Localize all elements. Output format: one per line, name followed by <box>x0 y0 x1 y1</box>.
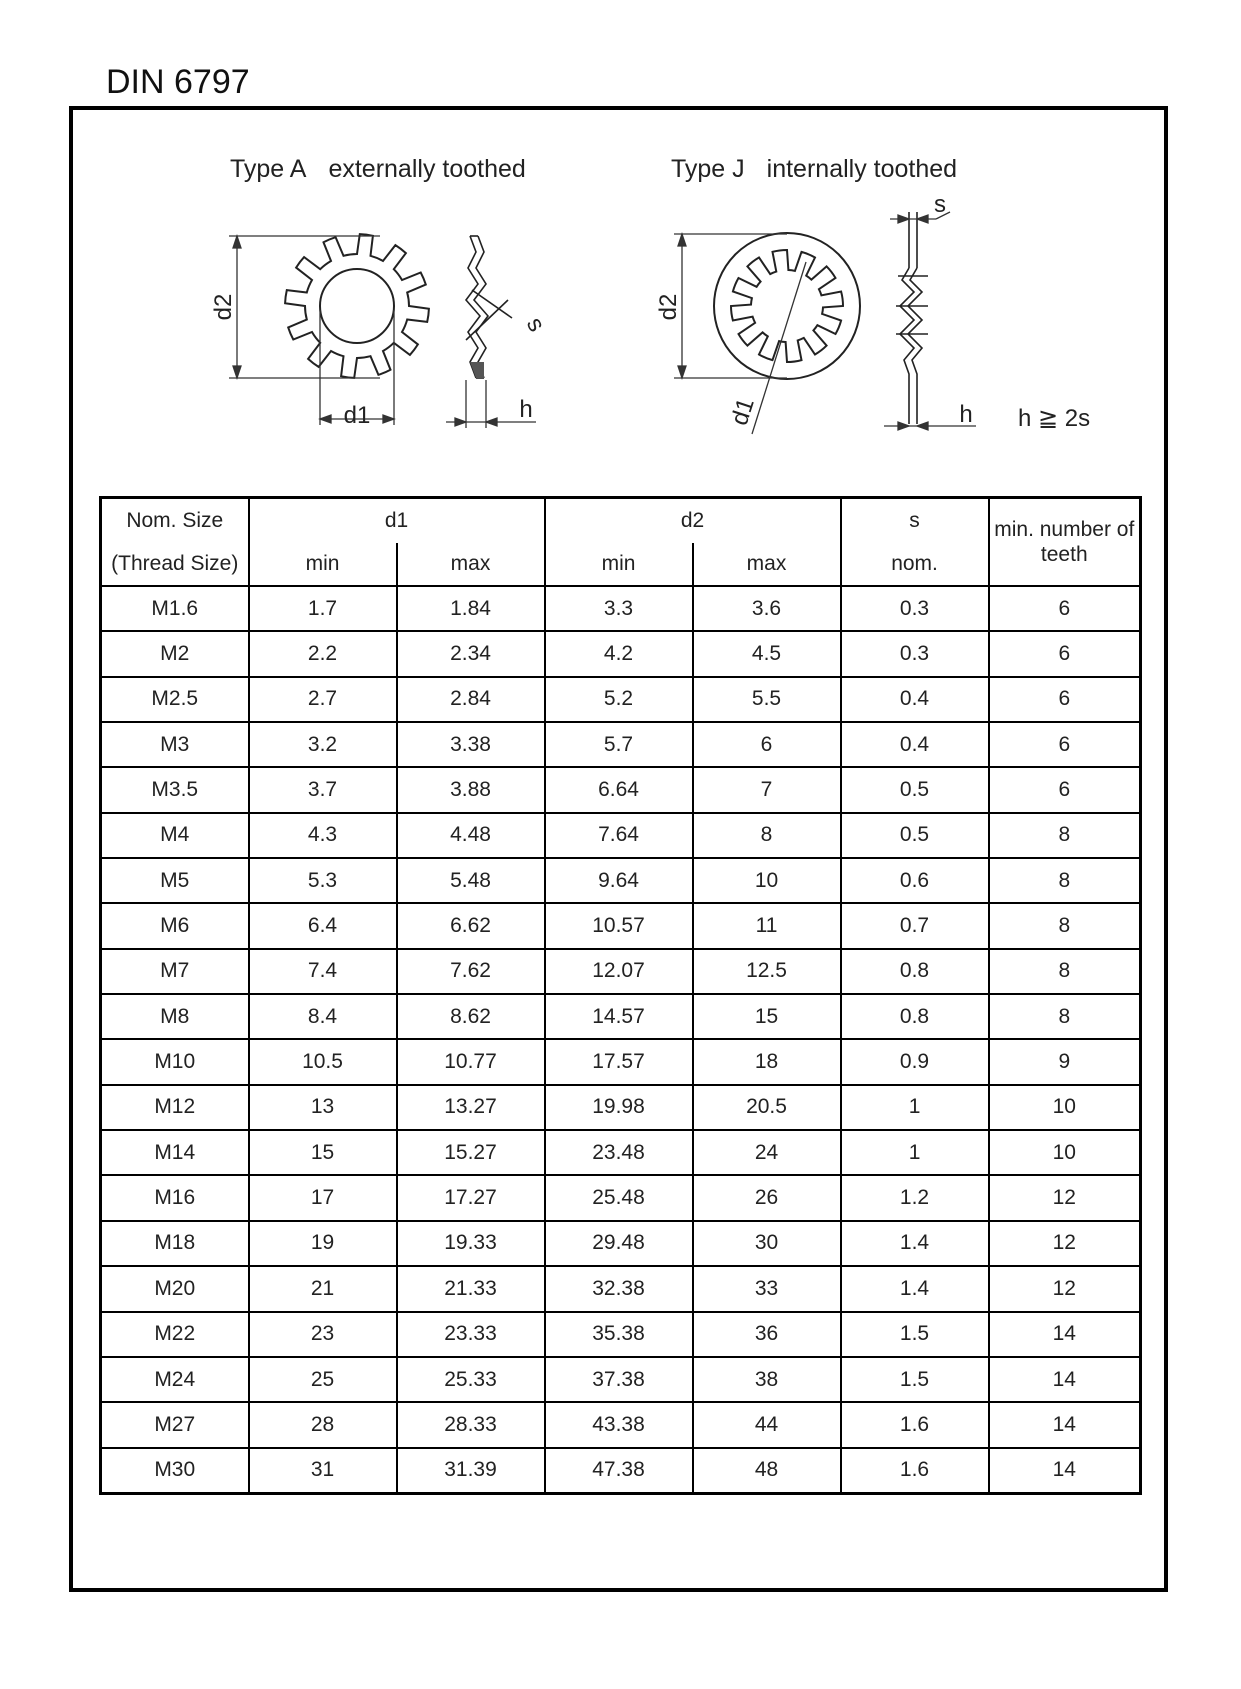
cell-d2-min: 5.7 <box>545 722 693 767</box>
cell-d1-max: 19.33 <box>397 1221 545 1266</box>
cell-d1-min: 31 <box>249 1448 397 1494</box>
cell-s-nom: 1.6 <box>841 1448 989 1494</box>
cell-d1-max: 25.33 <box>397 1357 545 1402</box>
cell-d1-max: 15.27 <box>397 1130 545 1175</box>
cell-d1-min: 17 <box>249 1175 397 1220</box>
dimension-table <box>99 496 1142 1495</box>
table-row <box>101 722 1141 767</box>
type-a-s-label: s <box>520 312 551 337</box>
cell-d2-min: 37.38 <box>545 1357 693 1402</box>
cell-teeth: 6 <box>989 677 1141 722</box>
cell-d1-min: 3.7 <box>249 767 397 812</box>
type-j-side-dimensions <box>884 212 976 430</box>
type-a-name: Type A <box>230 155 307 183</box>
cell-d1-max: 21.33 <box>397 1266 545 1311</box>
cell-d2-min: 5.2 <box>545 677 693 722</box>
cell-s-nom: 1.6 <box>841 1402 989 1447</box>
cell-s-nom: 1.2 <box>841 1175 989 1220</box>
header-teeth: min. number of teeth <box>989 498 1141 587</box>
type-j-washer-side-view <box>896 212 928 424</box>
cell-teeth: 8 <box>989 858 1141 903</box>
table-row <box>101 1448 1141 1494</box>
cell-d2-max: 44 <box>693 1402 841 1447</box>
cell-teeth: 6 <box>989 722 1141 767</box>
cell-d2-max: 26 <box>693 1175 841 1220</box>
cell-d2-max: 30 <box>693 1221 841 1266</box>
cell-s-nom: 0.9 <box>841 1039 989 1084</box>
cell-d2-min: 12.07 <box>545 949 693 994</box>
cell-teeth: 14 <box>989 1357 1141 1402</box>
cell-d1-min: 6.4 <box>249 903 397 948</box>
cell-d2-max: 24 <box>693 1130 841 1175</box>
cell-d2-min: 35.38 <box>545 1312 693 1357</box>
cell-d2-min: 17.57 <box>545 1039 693 1084</box>
cell-s-nom: 0.5 <box>841 767 989 812</box>
washer-bore <box>320 269 394 343</box>
cell-d2-min: 43.38 <box>545 1402 693 1447</box>
table-row <box>101 631 1141 676</box>
table-header-row-2 <box>101 543 1141 586</box>
header-d2-min: min <box>545 543 693 586</box>
cell-d2-max: 38 <box>693 1357 841 1402</box>
cell-teeth: 12 <box>989 1175 1141 1220</box>
cell-d1-min: 13 <box>249 1085 397 1130</box>
cell-nom-size: M6 <box>101 903 249 948</box>
cell-s-nom: 1.5 <box>841 1357 989 1402</box>
cell-s-nom: 1 <box>841 1130 989 1175</box>
header-thread-size: (Thread Size) <box>101 543 249 586</box>
cell-nom-size: M12 <box>101 1085 249 1130</box>
header-s-nom: nom. <box>841 543 989 586</box>
cell-d2-max: 20.5 <box>693 1085 841 1130</box>
cell-d1-max: 17.27 <box>397 1175 545 1220</box>
cell-teeth: 8 <box>989 994 1141 1039</box>
cell-nom-size: M22 <box>101 1312 249 1357</box>
document-title: DIN 6797 <box>106 63 250 101</box>
cell-s-nom: 0.4 <box>841 677 989 722</box>
type-j-s-label: s <box>934 191 946 218</box>
cell-d1-min: 19 <box>249 1221 397 1266</box>
cell-nom-size: M30 <box>101 1448 249 1494</box>
type-j-h-label: h <box>959 401 973 428</box>
cell-d2-max: 33 <box>693 1266 841 1311</box>
cell-teeth: 6 <box>989 767 1141 812</box>
table-row <box>101 1312 1141 1357</box>
type-j-washer-front-view <box>714 233 860 379</box>
cell-d1-min: 2.7 <box>249 677 397 722</box>
cell-s-nom: 0.8 <box>841 994 989 1039</box>
cell-s-nom: 1.4 <box>841 1221 989 1266</box>
cell-s-nom: 0.5 <box>841 813 989 858</box>
cell-d1-min: 28 <box>249 1402 397 1447</box>
cell-teeth: 8 <box>989 949 1141 994</box>
table-body <box>101 586 1141 1494</box>
cell-d2-max: 18 <box>693 1039 841 1084</box>
cell-d2-max: 6 <box>693 722 841 767</box>
cell-d1-min: 3.2 <box>249 722 397 767</box>
cell-d1-max: 7.62 <box>397 949 545 994</box>
table-row <box>101 1085 1141 1130</box>
cell-s-nom: 0.3 <box>841 586 989 631</box>
cell-d2-max: 3.6 <box>693 586 841 631</box>
header-d2: d2 <box>545 498 841 544</box>
cell-d1-min: 2.2 <box>249 631 397 676</box>
cell-d2-max: 10 <box>693 858 841 903</box>
cell-d1-min: 23 <box>249 1312 397 1357</box>
table-row <box>101 813 1141 858</box>
cell-d2-min: 47.38 <box>545 1448 693 1494</box>
cell-teeth: 12 <box>989 1221 1141 1266</box>
cell-nom-size: M3 <box>101 722 249 767</box>
cell-d1-max: 28.33 <box>397 1402 545 1447</box>
table-row <box>101 1357 1141 1402</box>
cell-d2-min: 32.38 <box>545 1266 693 1311</box>
cell-nom-size: M18 <box>101 1221 249 1266</box>
cell-d1-min: 15 <box>249 1130 397 1175</box>
type-j-d2-label: d2 <box>655 293 682 321</box>
cell-d1-min: 10.5 <box>249 1039 397 1084</box>
cell-s-nom: 0.8 <box>841 949 989 994</box>
cell-nom-size: M4 <box>101 813 249 858</box>
table-header-row-1 <box>101 498 1141 544</box>
cell-d2-max: 12.5 <box>693 949 841 994</box>
cell-nom-size: M10 <box>101 1039 249 1084</box>
table-row <box>101 949 1141 994</box>
internal-teeth-outline <box>731 250 843 362</box>
cell-s-nom: 1.4 <box>841 1266 989 1311</box>
cell-teeth: 14 <box>989 1312 1141 1357</box>
cell-d2-min: 19.98 <box>545 1085 693 1130</box>
cell-nom-size: M3.5 <box>101 767 249 812</box>
cell-nom-size: M5 <box>101 858 249 903</box>
cell-nom-size: M2 <box>101 631 249 676</box>
cell-d2-max: 36 <box>693 1312 841 1357</box>
cell-d1-max: 8.62 <box>397 994 545 1039</box>
cell-d2-max: 4.5 <box>693 631 841 676</box>
table-row <box>101 858 1141 903</box>
cell-d1-max: 6.62 <box>397 903 545 948</box>
cell-d1-min: 5.3 <box>249 858 397 903</box>
table-row <box>101 1175 1141 1220</box>
cell-s-nom: 1 <box>841 1085 989 1130</box>
type-j-name: Type J <box>671 155 745 183</box>
cell-d1-min: 1.7 <box>249 586 397 631</box>
header-nom-size: Nom. Size <box>101 498 249 544</box>
cell-d1-max: 3.38 <box>397 722 545 767</box>
cell-d2-min: 23.48 <box>545 1130 693 1175</box>
cell-teeth: 6 <box>989 586 1141 631</box>
type-a-h-label: h <box>519 396 533 423</box>
cell-d1-min: 8.4 <box>249 994 397 1039</box>
cell-d1-max: 5.48 <box>397 858 545 903</box>
cell-s-nom: 0.6 <box>841 858 989 903</box>
cell-d2-min: 25.48 <box>545 1175 693 1220</box>
header-d1: d1 <box>249 498 545 544</box>
header-d2-max: max <box>693 543 841 586</box>
table-row <box>101 767 1141 812</box>
header-d1-min: min <box>249 543 397 586</box>
cell-teeth: 12 <box>989 1266 1141 1311</box>
header-d1-max: max <box>397 543 545 586</box>
table-row <box>101 677 1141 722</box>
cell-nom-size: M1.6 <box>101 586 249 631</box>
cell-nom-size: M20 <box>101 1266 249 1311</box>
cell-d2-max: 48 <box>693 1448 841 1494</box>
cell-d1-min: 25 <box>249 1357 397 1402</box>
type-a-d1-label: d1 <box>343 402 371 429</box>
type-j-description: internally toothed <box>766 155 958 183</box>
cell-d1-max: 13.27 <box>397 1085 545 1130</box>
type-a-d2-label: d2 <box>210 293 237 321</box>
cell-teeth: 10 <box>989 1130 1141 1175</box>
cell-nom-size: M16 <box>101 1175 249 1220</box>
cell-s-nom: 0.7 <box>841 903 989 948</box>
cell-d1-max: 23.33 <box>397 1312 545 1357</box>
table-row <box>101 994 1141 1039</box>
cell-teeth: 8 <box>989 813 1141 858</box>
type-a-washer-front-view <box>285 234 429 378</box>
cell-s-nom: 1.5 <box>841 1312 989 1357</box>
table-row <box>101 586 1141 631</box>
cell-teeth: 9 <box>989 1039 1141 1084</box>
technical-drawings <box>0 0 1241 480</box>
cell-d2-min: 6.64 <box>545 767 693 812</box>
cell-teeth: 14 <box>989 1402 1141 1447</box>
cell-d2-max: 11 <box>693 903 841 948</box>
cell-d2-min: 9.64 <box>545 858 693 903</box>
cell-d2-max: 7 <box>693 767 841 812</box>
table-row <box>101 1402 1141 1447</box>
cell-d1-max: 2.34 <box>397 631 545 676</box>
height-note: h ≧ 2s <box>1018 405 1091 432</box>
table-row <box>101 1221 1141 1266</box>
cell-teeth: 14 <box>989 1448 1141 1494</box>
cell-d2-max: 15 <box>693 994 841 1039</box>
cell-d1-min: 21 <box>249 1266 397 1311</box>
cell-d2-min: 14.57 <box>545 994 693 1039</box>
table-row <box>101 1130 1141 1175</box>
cell-nom-size: M8 <box>101 994 249 1039</box>
cell-s-nom: 0.4 <box>841 722 989 767</box>
cell-nom-size: M7 <box>101 949 249 994</box>
cell-d2-min: 7.64 <box>545 813 693 858</box>
type-a-washer-side-view <box>466 236 512 378</box>
cell-nom-size: M14 <box>101 1130 249 1175</box>
table-row <box>101 1039 1141 1084</box>
cell-d2-min: 3.3 <box>545 586 693 631</box>
cell-nom-size: M27 <box>101 1402 249 1447</box>
cell-d1-max: 10.77 <box>397 1039 545 1084</box>
cell-d1-min: 4.3 <box>249 813 397 858</box>
cell-d1-max: 3.88 <box>397 767 545 812</box>
external-teeth-outline <box>285 234 429 378</box>
cell-teeth: 10 <box>989 1085 1141 1130</box>
type-a-description: externally toothed <box>328 155 526 183</box>
table-row <box>101 903 1141 948</box>
type-a-dimensions <box>229 236 394 425</box>
cell-s-nom: 0.3 <box>841 631 989 676</box>
cell-d1-min: 7.4 <box>249 949 397 994</box>
cell-d2-max: 8 <box>693 813 841 858</box>
type-j-d1-label: d1 <box>725 394 760 429</box>
cell-d1-max: 1.84 <box>397 586 545 631</box>
cell-d2-min: 29.48 <box>545 1221 693 1266</box>
table-row <box>101 1266 1141 1311</box>
cell-nom-size: M2.5 <box>101 677 249 722</box>
cell-d1-max: 4.48 <box>397 813 545 858</box>
cell-nom-size: M24 <box>101 1357 249 1402</box>
cell-d1-max: 31.39 <box>397 1448 545 1494</box>
cell-teeth: 6 <box>989 631 1141 676</box>
cell-d2-max: 5.5 <box>693 677 841 722</box>
cell-d2-min: 4.2 <box>545 631 693 676</box>
cell-d1-max: 2.84 <box>397 677 545 722</box>
header-s: s <box>841 498 989 544</box>
cell-d2-min: 10.57 <box>545 903 693 948</box>
cell-teeth: 8 <box>989 903 1141 948</box>
